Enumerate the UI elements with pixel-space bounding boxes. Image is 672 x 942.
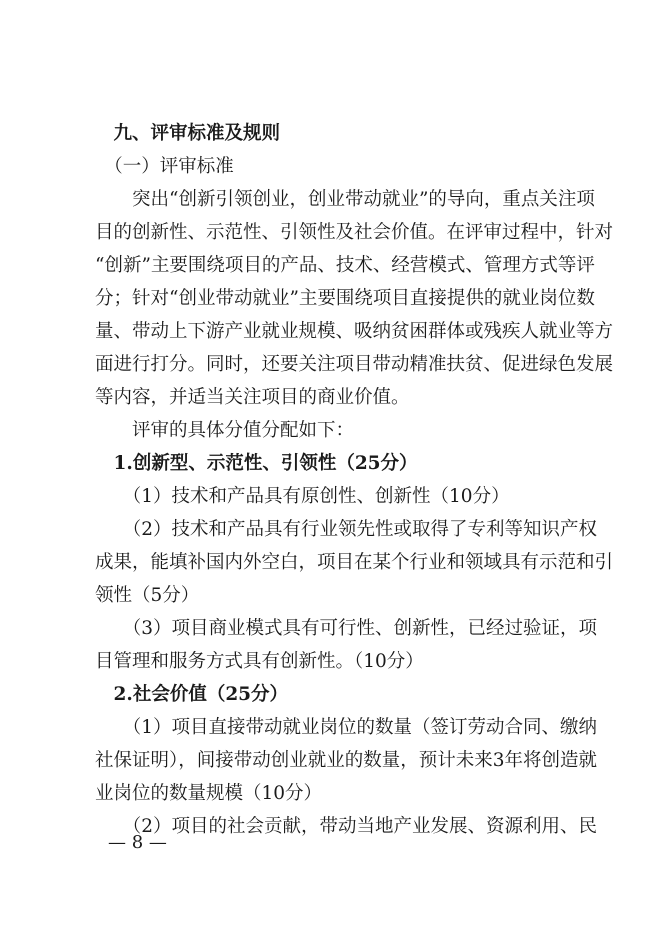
subsection-heading: （一）评审标准	[95, 156, 234, 177]
paragraph-line: 量、带动上下游产业就业规模、吸纳贫困群体或残疾人就业等方	[95, 321, 614, 342]
criteria-item-line: 目管理和服务方式具有创新性。（10分）	[95, 651, 424, 672]
section-heading: 九、评审标准及规则	[95, 123, 281, 144]
paragraph-line: “创新”主要围绕项目的产品、技术、经营模式、管理方式等评	[95, 255, 595, 276]
criteria-item: （1）项目直接带动就业岗位的数量（签订劳动合同、缴纳	[95, 717, 598, 738]
criteria-item-line: 成果，能填补国内外空白，项目在某个行业和领域具有示范和引	[95, 552, 614, 573]
paragraph-line: 目的创新性、示范性、引领性及社会价值。在评审过程中，针对	[95, 222, 614, 243]
criteria-item: （2）技术和产品具有行业领先性或取得了专利等知识产权	[95, 519, 598, 540]
paragraph-line: 等内容，并适当关注项目的商业价值。	[95, 387, 410, 408]
paragraph-line: 突出“创新引领创业，创业带动就业”的导向，重点关注项	[95, 189, 595, 210]
criteria-item-line: 业岗位的数量规模（10分）	[95, 783, 323, 804]
criteria-item: （1）技术和产品具有原创性、创新性（10分）	[95, 486, 510, 507]
criteria-item: （3）项目商业模式具有可行性、创新性，已经过验证，项	[95, 618, 598, 639]
paragraph-line: 面进行打分。同时，还要关注项目带动精准扶贫、促进绿色发展	[95, 354, 614, 375]
page-number: — 8 —	[108, 832, 167, 853]
criteria-item-line: 社保证明），间接带动创业就业的数量，预计未来3年将创造就	[95, 750, 598, 771]
criteria-item: （2）项目的社会贡献，带动当地产业发展、资源利用、民	[95, 816, 598, 837]
criteria-heading-1: 1.创新型、示范性、引领性（25分）	[95, 453, 418, 474]
paragraph-line: 分；针对“创业带动就业”主要围绕项目直接提供的就业岗位数	[95, 288, 595, 309]
paragraph-line: 评审的具体分值分配如下：	[95, 420, 355, 441]
criteria-heading-2: 2.社会价值（25分）	[95, 684, 289, 705]
criteria-item-line: 领性（5分）	[95, 585, 200, 606]
